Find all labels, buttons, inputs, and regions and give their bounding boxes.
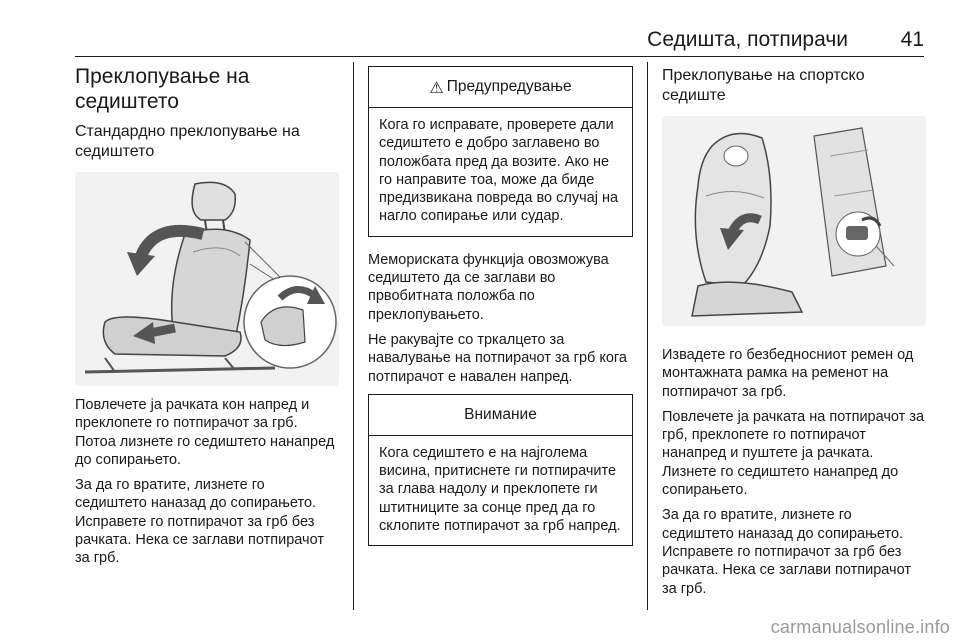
paragraph: Извадете го безбедносниот ремен од монтажната рамка на ременот на потпирачот за грб. <box>662 347 914 400</box>
watermark: carmanualsonline.info <box>770 617 950 637</box>
column-divider-2 <box>647 62 648 610</box>
paragraph: Повлечете ја рачката на потпирачот за грб, преклопете го потпирачот нанапред и пуштете ја рачката. Лизнете го седиштето нанапред до сопирањето. <box>662 408 925 499</box>
warning-box-header <box>369 67 632 108</box>
column-divider-1 <box>353 62 354 610</box>
subsection-heading: Стандардно преклопување на седиштето <box>75 123 300 160</box>
header-rule <box>75 56 924 57</box>
paragraph: За да го вратите, лизнете го седиштето наназад до сопирањето. Исправете го потпирачот за грб без рачката. Нека се заглави потпирачот за грб. <box>662 507 911 597</box>
paragraph: Повлечете ја рачката кон напред и преклопете го потпирачот за грб. Потоа лизнете го седиштето нанапред до сопирањето. <box>75 397 335 468</box>
section-heading: Преклопување на седиштето <box>75 65 250 113</box>
column-right <box>662 62 926 642</box>
notice-title: Внимание <box>464 405 537 423</box>
notice-box-header <box>369 395 632 436</box>
warning-text: Кога го исправате, проверете дали седиштето е добро заглавено во положбата пред да возите. Ако не го направите тоа, може да биде предизвикана повреда во случај на нагло сопирање или судар. <box>379 117 619 225</box>
section-heading: Преклопување на спортско седиште <box>662 67 865 104</box>
seat-recline-drawing <box>75 172 339 386</box>
warning-triangle-icon: ⚠ <box>429 77 444 97</box>
paragraph: За да го вратите, лизнете го седиштето наназад до сопирањето. Исправете го потпирачот за грб без рачката. Нека се заглави потпирачот за грб. <box>75 477 324 567</box>
notice-box <box>368 394 633 546</box>
running-header-title: Седишта, потпирачи <box>647 28 848 51</box>
warning-box <box>368 66 633 237</box>
paragraph: Не ракувајте со тркалцето за навалување на потпирачот за грб кога потпирачот е навален напред. <box>368 331 627 385</box>
column-middle <box>368 62 633 642</box>
notice-text: Кога седиштето е на најголема висина, притиснете ги потпирачите за глава надолу и преклопете ги штитниците за сонце пред да го склопите потпирачот за грб напред. <box>379 444 621 535</box>
warning-title: Предупредување <box>446 78 572 95</box>
notice-box-body <box>369 436 632 545</box>
page-number: 41 <box>900 28 924 51</box>
paragraph: Меморискатa функција овозможува седиштето да се заглави во првобитната положба по преклопувањето. <box>368 251 609 323</box>
sport-seat-illustration <box>662 116 926 326</box>
seat-recline-illustration <box>75 172 339 386</box>
column-left <box>75 62 339 642</box>
warning-box-body <box>369 108 632 236</box>
sport-seat-drawing <box>662 116 926 326</box>
